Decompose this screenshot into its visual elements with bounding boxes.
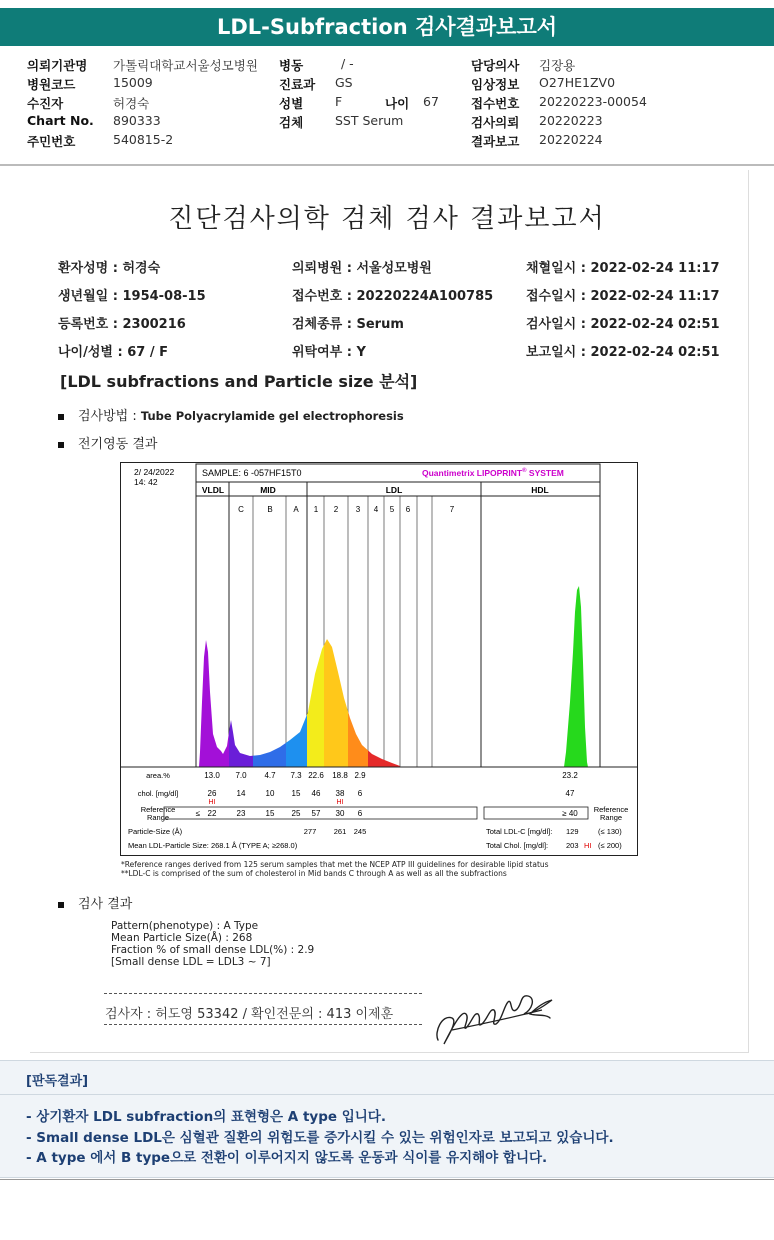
chol-hdl: 47	[565, 789, 575, 798]
ref-vldl: 22	[207, 809, 217, 818]
band-label-ldl7: 7	[449, 505, 455, 514]
handwritten-signature	[432, 984, 562, 1050]
sample-id: SAMPLE: 6 -057HF15T0	[202, 468, 302, 478]
area-a: 7.3	[290, 771, 302, 780]
label-attending-doctor: 담당의사	[471, 58, 520, 73]
result-small-dense-fraction: Fraction % of small dense LDL(%) : 2.9	[111, 944, 315, 956]
particle-size-ldl1: 277	[303, 827, 317, 836]
total-chol-ref: (≤ 200)	[598, 841, 622, 850]
value-sex: F	[335, 94, 343, 109]
chol-a: 15	[291, 789, 301, 798]
test-result-block	[111, 920, 314, 968]
ref-ldl3: 6	[357, 809, 363, 818]
hi-flag-vldl: HI	[208, 799, 216, 806]
total-ldl-value: 129	[566, 827, 579, 836]
value-age: 67	[423, 94, 439, 109]
area-ldl3: 2.9	[354, 771, 366, 780]
chart-frame	[121, 463, 638, 856]
group-label-mid: MID	[260, 485, 276, 495]
band-label-c: C	[238, 505, 244, 514]
label-resident-no: 주민번호	[27, 134, 76, 149]
footnote-reference-ranges: *Reference ranges derived from 125 serum samples that met the NCEP ATP III guidelines for desirable lipid status	[121, 860, 549, 869]
value-result-report: 20220224	[539, 132, 603, 147]
result-small-dense-definition: [Small dense LDL = LDL3 ~ 7]	[111, 956, 271, 968]
interpretation-line-2: - Small dense LDL은 심혈관 질환의 위험도를 증가시킬 수 있는 위험인자로 보고되고 있습니다.	[26, 1130, 614, 1146]
footnote-ldl-c: **LDL-C is comprised of the sum of cholesterol in Mid bands C through A as well as all the subfractions	[121, 869, 507, 878]
area-c: 7.0	[235, 771, 247, 780]
chart-footnotes	[121, 860, 549, 878]
result-mean-particle-size: Mean Particle Size(Å) : 268	[111, 932, 253, 944]
value-accession: 20220223-00054	[539, 94, 647, 109]
value-clinical-info: O27HE1ZV0	[539, 75, 616, 90]
label-clinical-info: 임상정보	[471, 77, 520, 92]
ref-right-label-2: Range	[599, 813, 623, 822]
ref-c: 23	[236, 809, 246, 818]
electrophoresis-bullet	[58, 433, 157, 452]
ref-right-label: Reference	[593, 805, 629, 814]
area-ldl1: 22.6	[308, 771, 324, 780]
value-chart-no: 890333	[113, 113, 161, 128]
value-patient: 허경숙	[113, 96, 150, 111]
bullet-icon	[58, 414, 64, 420]
chart-date: 2/ 24/2022	[134, 467, 175, 477]
chol-label: chol. [mg/dl]	[137, 789, 179, 798]
label-requesting-institution: 의뢰기관명	[27, 58, 88, 73]
method-value: Tube Polyacrylamide gel electrophoresis	[140, 409, 404, 423]
area-hdl: 23.2	[562, 771, 578, 780]
label-result-report: 결과보고	[471, 134, 520, 149]
bullet-icon	[58, 902, 64, 908]
total-chol-value: 203	[566, 841, 579, 850]
signature-dashed-line-bottom	[104, 1024, 422, 1025]
value-attending-doctor: 김장용	[539, 58, 576, 73]
method-bullet	[58, 405, 404, 424]
electrophoresis-label: 전기영동 결과	[78, 437, 158, 452]
value-requesting-institution: 가톨릭대학교서울성모병원	[113, 58, 258, 73]
patient-name: 환자성명 : 허경숙	[58, 261, 161, 276]
area-vldl: 13.0	[204, 771, 220, 780]
result-pattern: Pattern(phenotype) : A Type	[111, 920, 259, 932]
draw-datetime: 채혈일시 : 2022-02-24 11:17	[526, 261, 720, 276]
lipoprint-electrophoresis-chart	[120, 462, 638, 856]
accession-number: 접수번호 : 20220224A100785	[292, 289, 494, 304]
band-label-ldl2: 2	[333, 505, 339, 514]
chol-ldl2: 38	[335, 789, 345, 798]
value-hospital-code: 15009	[113, 75, 153, 90]
specimen-type: 검체종류 : Serum	[292, 317, 404, 332]
area-label: area.%	[146, 771, 170, 780]
total-ldl-label: Total LDL-C [mg/dl]:	[486, 827, 553, 836]
group-label-ldl: LDL	[385, 485, 403, 495]
ref-ldl2: 30	[335, 809, 345, 818]
chol-ldl1: 46	[311, 789, 321, 798]
ref-ldl1: 57	[311, 809, 321, 818]
age-sex: 나이/성별 : 67 / F	[58, 345, 169, 360]
label-test-request: 검사의뢰	[471, 115, 520, 130]
value-specimen: SST Serum	[335, 113, 404, 128]
label-accession: 접수번호	[471, 96, 520, 111]
particle-size-label: Particle-Size (Å)	[128, 827, 183, 836]
tested-datetime: 검사일시 : 2022-02-24 02:51	[526, 317, 720, 332]
band-label-ldl1: 1	[313, 505, 319, 514]
outsourced: 위탁여부 : Y	[292, 345, 366, 360]
particle-size-ldl2: 261	[333, 827, 347, 836]
total-chol-hi-flag: HI	[584, 841, 592, 850]
method-label: 검사방법 :	[78, 409, 137, 424]
tester-signoff: 검사자 : 허도영 53342 / 확인전문의 : 413 이제훈	[105, 1007, 394, 1022]
total-ldl-ref: (≤ 130)	[598, 827, 622, 836]
hi-flag-ldl2: HI	[336, 799, 344, 806]
label-department: 진료과	[279, 77, 316, 92]
label-age: 나이	[385, 96, 410, 111]
total-chol-label: Total Chol. [mg/dl]:	[486, 841, 549, 850]
requesting-hospital: 의뢰병원 : 서울성모병원	[292, 261, 432, 276]
interpretation-line-1: - 상기환자 LDL subfraction의 표현형은 A type 입니다.	[26, 1109, 386, 1125]
result-bullet	[58, 893, 132, 912]
header-divider	[0, 164, 774, 166]
ref-hdl: ≥ 40	[562, 809, 578, 818]
chol-b: 10	[265, 789, 275, 798]
ref-b: 15	[265, 809, 275, 818]
group-label-hdl: HDL	[531, 485, 549, 495]
ref-label: Reference	[140, 805, 176, 814]
chart-time: 14: 42	[134, 477, 158, 487]
signature-dashed-line-top	[104, 993, 422, 994]
ref-label-2: Range	[146, 813, 170, 822]
lipoprint-brand: Quantimetrix LIPOPRINT® SYSTEM	[422, 468, 564, 478]
value-department: GS	[335, 75, 353, 90]
value-ward: / -	[341, 56, 354, 71]
area-b: 4.7	[264, 771, 276, 780]
interpretation-divider	[0, 1094, 774, 1095]
band-label-ldl3: 3	[355, 505, 361, 514]
label-specimen: 검체	[279, 115, 304, 130]
registration-number: 등록번호 : 2300216	[58, 317, 186, 332]
particle-size-ldl3: 245	[353, 827, 367, 836]
interpretation-title: [판독결과]	[26, 1074, 89, 1089]
ref-a: 25	[291, 809, 301, 818]
band-label-b: B	[267, 505, 273, 514]
chol-vldl: 26	[207, 789, 217, 798]
chol-ldl3: 6	[357, 789, 363, 798]
band-label-ldl6: 6	[405, 505, 411, 514]
area-ldl2: 18.8	[332, 771, 348, 780]
report-banner-title: LDL-Subfraction 검사결과보고서	[0, 8, 774, 46]
page-end-divider	[0, 1179, 774, 1180]
ref-le-symbol: ≤	[195, 809, 201, 818]
band-label-ldl5: 5	[389, 505, 395, 514]
label-sex: 성별	[279, 96, 304, 111]
value-resident-no: 540815-2	[113, 132, 174, 147]
birth-date: 생년월일 : 1954-08-15	[58, 289, 206, 304]
analysis-section-title: [LDL subfractions and Particle size 분석]	[60, 372, 418, 391]
chol-c: 14	[236, 789, 246, 798]
bullet-icon	[58, 442, 64, 448]
label-patient: 수진자	[27, 96, 64, 111]
mean-particle-size: Mean LDL-Particle Size: 268.1 Å (TYPE A; ≥268.0)	[128, 841, 298, 850]
result-label: 검사 결과	[78, 897, 133, 912]
band-label-ldl4: 4	[373, 505, 379, 514]
received-datetime: 접수일시 : 2022-02-24 11:17	[526, 289, 720, 304]
interpretation-line-3: - A type 에서 B type으로 전환이 이루어지지 않도록 운동과 식이를 유지해야 합니다.	[26, 1150, 548, 1166]
value-test-request: 20220223	[539, 113, 603, 128]
label-chart-no: Chart No.	[27, 113, 94, 128]
group-label-vldl: VLDL	[201, 485, 225, 495]
reported-datetime: 보고일시 : 2022-02-24 02:51	[526, 345, 720, 360]
label-hospital-code: 병원코드	[27, 77, 76, 92]
band-label-a: A	[293, 505, 299, 514]
report-title: 진단검사의학 검체 검사 결과보고서	[168, 204, 606, 234]
label-ward: 병동	[279, 58, 304, 73]
